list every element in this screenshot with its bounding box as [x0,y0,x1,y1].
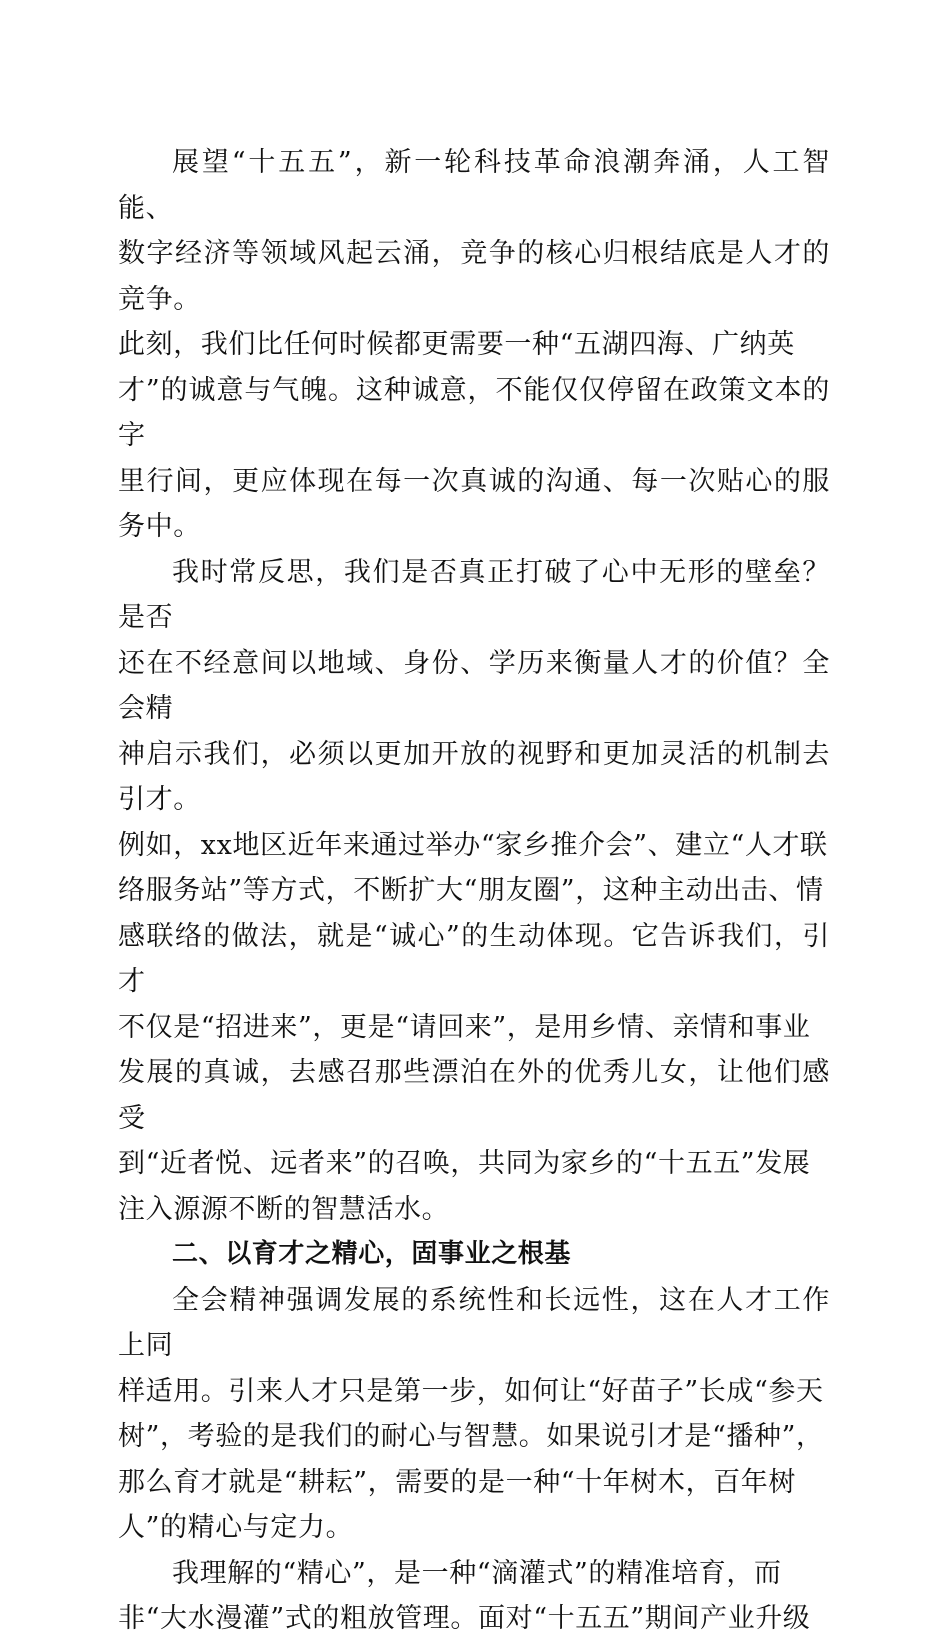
paragraph-2: 我时常反思，我们是否真正打破了心中无形的壁垒？是否 还在不经意间以地域、身份、学历来衡量人才的价值？全会精 神启示我们，必须以更加开放的视野和更加灵活的机制去引才。 例如，xx地区近年来通过举办“家乡推介会”、建立“人才联 络服务站”等方式，不断扩大“朋友圈”，这种主动出击、情 感联络的做法，就是“诚心”的生动体现。它告诉我们，引才 不仅是“招进来”，更是“请回来”，是用乡情、亲情和事业 发展的真诚，去感召那些漂泊在外的优秀儿女，让他们感受 到“近者悦、远者来”的召唤，共同为家乡的“十五五”发展 注入源源不断的智慧活水。 [118,556,830,1225]
paragraph-1: 展望“十五五”，新一轮科技革命浪潮奔涌，人工智能、 数字经济等领域风起云涌，竞争的核心归根结底是人才的竞争。 此刻，我们比任何时候都更需要一种“五湖四海、广纳英 才”的诚意与气魄。这种诚意，不能仅仅停留在政策文本的字 里行间，更应体现在每一次真诚的沟通、每一次贴心的服务中。 [118,147,830,542]
document-page [118,140,830,1642]
paragraph-4: 我理解的“精心”，是一种“滴灌式”的精准培育，而 非“大水漫灌”式的粗放管理。面对“十五五”期间产业升级 [118,1557,811,1634]
paragraph-3: 全会精神强调发展的系统性和长远性，这在人才工作上同 样适用。引来人才只是第一步，如何让“好苗子”长成“参天 树”，考验的是我们的耐心与智慧。如果说引才是“播种”， 那么育才就是“耕耘”，需要的是一种“十年树木，百年树 人”的精心与定力。 [118,1284,830,1543]
section-heading: 二、以育才之精心，固事业之根基 [172,1239,572,1269]
